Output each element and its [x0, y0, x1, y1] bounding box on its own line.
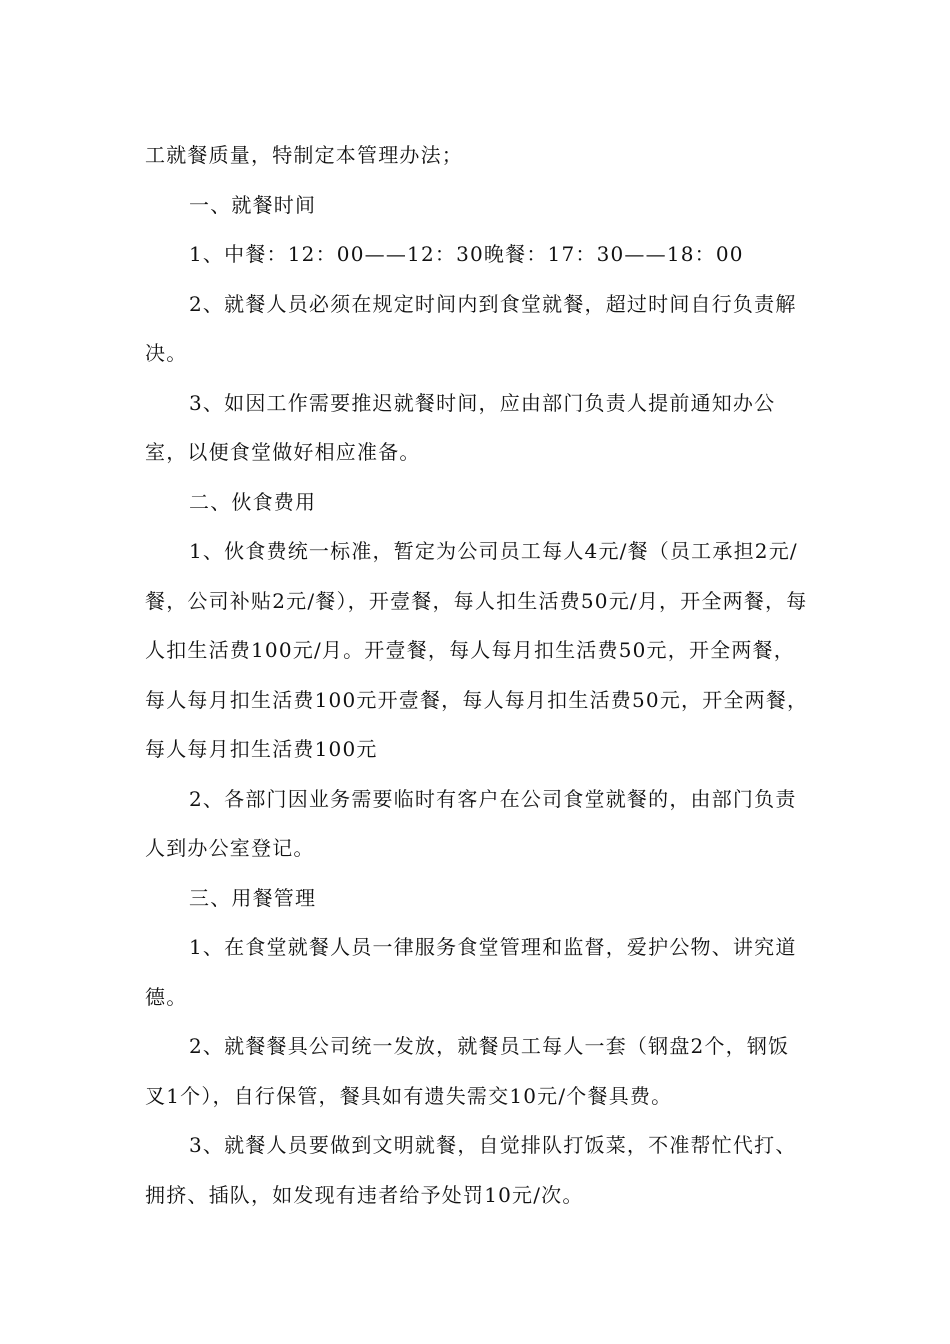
paragraph-continuation: 工就餐质量，特制定本管理办法；	[145, 143, 463, 167]
paragraph-dining-rule-2: 2、就餐人员必须在规定时间内到食堂就餐，超过时间自行负责解决。	[145, 291, 797, 365]
section-heading-meal-management: 三、用餐管理	[189, 885, 317, 910]
section-heading-meal-costs: 二、伙食费用	[189, 489, 317, 514]
paragraph-management-rule-3: 3、就餐人员要做到文明就餐，自觉排队打饭菜，不准帮忙代打、拥挤、插队，如发现有违者给予处罚10元/次。	[145, 1133, 797, 1207]
paragraph-dining-rule-3: 3、如因工作需要推迟就餐时间，应由部门负责人提前通知办公室，以便食堂做好相应准备。	[145, 390, 776, 464]
paragraph-management-rule-1: 1、在食堂就餐人员一律服务食堂管理和监督，爱护公物、讲究道德。	[145, 935, 797, 1009]
paragraph-cost-rule-1: 1、伙食费统一标准，暂定为公司员工每人4元/餐（员工承担2元/餐，公司补贴2元/餐），开壹餐，每人扣生活费50元/月，开全两餐，每人扣生活费100元/月。开壹餐，每人每月扣生活费50元，开全两餐，每人每月扣生活费100元开壹餐，每人每月扣生活费50元，开全两餐，每人每月扣生活费100元	[145, 539, 809, 761]
section-heading-dining-time: 一、就餐时间	[189, 192, 317, 217]
paragraph-meal-times: 1、中餐：12：00——12：30晚餐：17：30——18：00	[189, 242, 744, 266]
paragraph-cost-rule-2: 2、各部门因业务需要临时有客户在公司食堂就餐的，由部门负责人到办公室登记。	[145, 786, 797, 860]
document-body	[145, 131, 810, 1220]
paragraph-management-rule-2: 2、就餐餐具公司统一发放，就餐员工每人一套（钢盘2个，钢饭叉1个），自行保管，餐具如有遗失需交10元/个餐具费。	[145, 1034, 790, 1108]
